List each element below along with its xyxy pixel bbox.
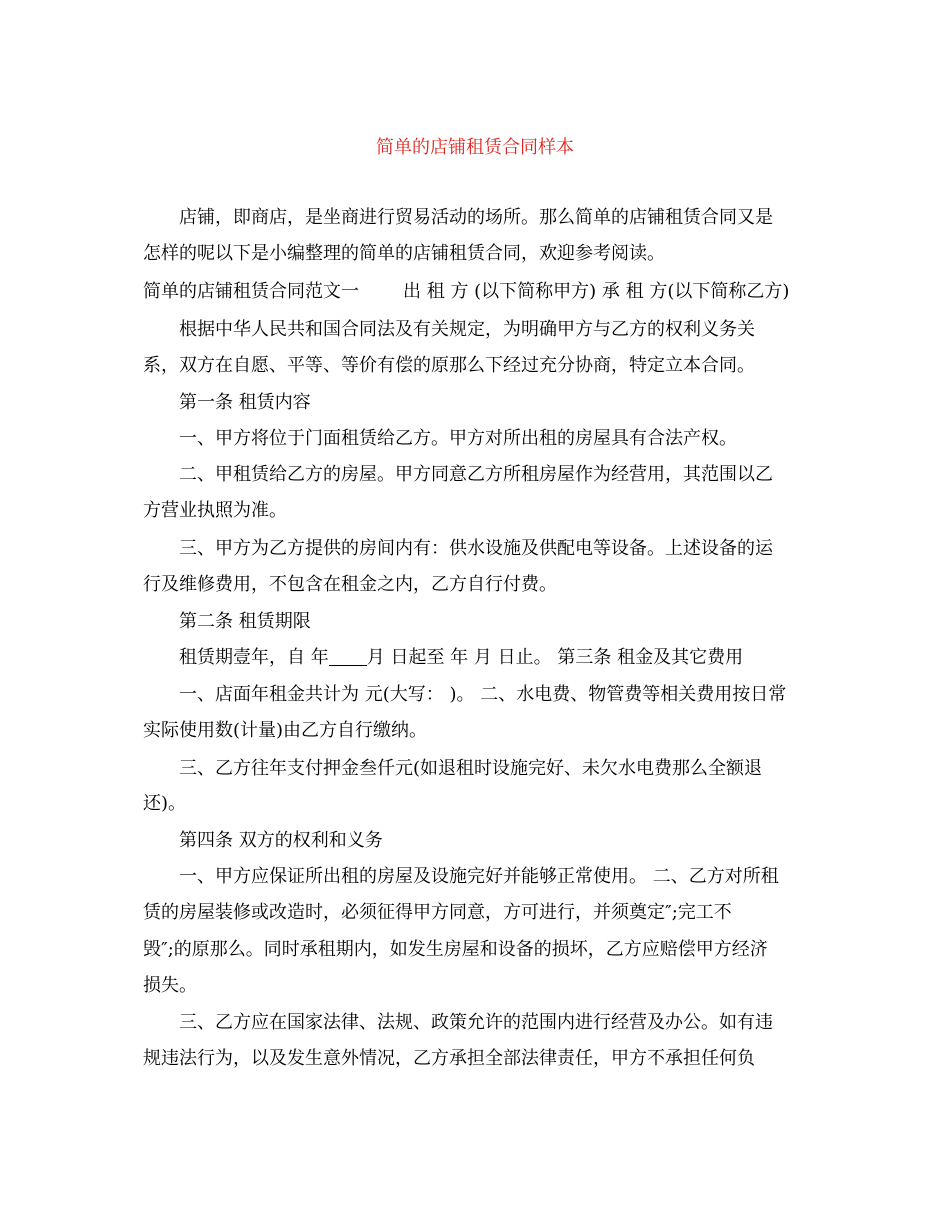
article-3-clause-1-line-1: 一、店面年租金共计为 元(大写： )。 二、水电费、物管费等相关费用按日常 — [179, 684, 787, 705]
fill-blank — [329, 647, 367, 666]
article-2-heading: 第二条 租赁期限 — [179, 611, 311, 632]
intro-line-2: 怎样的呢以下是小编整理的简单的店铺租赁合同，欢迎参考阅读。 — [143, 243, 665, 264]
article-4-clause-3-line-2: 规违法行为，以及发生意外情况，乙方承担全部法律责任，甲方不承担任何负 — [143, 1048, 755, 1069]
article-4-clause-1-line-3: 毁″;的原那么。同时承租期内，如发生房屋和设备的损坏，乙方应赔偿甲方经济 — [143, 939, 768, 960]
article-4-clause-1-line-2: 赁的房屋装修或改造时，必须征得甲方同意，方可进行，并须奠定″;完工不 — [143, 902, 732, 923]
lease-term-line — [179, 644, 743, 672]
article-1-clause-1: 一、甲方将位于门面租赁给乙方。甲方对所出租的房屋具有合法产权。 — [179, 428, 737, 449]
article-4-clause-3-line-1: 三、乙方应在国家法律、法规、政策允许的范围内进行经营及办公。如有违 — [179, 1012, 773, 1033]
lease-term-start: 租赁期壹年，自 年 — [179, 647, 329, 668]
sample-heading: 简单的店铺租赁合同范文一 — [143, 281, 359, 302]
article-1-heading: 第一条 租赁内容 — [179, 392, 311, 413]
article-1-clause-2-line-1: 二、甲租赁给乙方的房屋。甲方同意乙方所租房屋作为经营用，其范围以乙 — [179, 464, 773, 485]
article-3-clause-3-line-1: 三、乙方往年支付押金叁仟元(如退租时设施完好、未欠水电费那么全额退 — [179, 758, 763, 779]
article-3-clause-3-line-2: 还)。 — [143, 793, 187, 814]
intro-line-1: 店铺，即商店，是坐商进行贸易活动的场所。那么简单的店铺租赁合同又是 — [179, 207, 773, 228]
article-4-heading: 第四条 双方的权利和义务 — [179, 830, 383, 851]
article-3-clause-1-line-2: 实际使用数(计量)由乙方自行缴纳。 — [143, 720, 428, 741]
preamble-line-1: 根据中华人民共和国合同法及有关规定，为明确甲方与乙方的权利义务关 — [179, 319, 755, 340]
article-4-clause-1-line-4: 损失。 — [143, 975, 197, 996]
article-1-clause-3-line-1: 三、甲方为乙方提供的房间内有：供水设施及供配电等设备。上述设备的运 — [179, 538, 773, 559]
preamble-line-2: 系，双方在自愿、平等、等价有偿的原那么下经过充分协商，特定立本合同。 — [143, 355, 755, 376]
parties-line: 出 租 方 (以下简称甲方) 承 租 方(以下简称乙方) — [403, 281, 790, 302]
article-1-clause-2-line-2: 方营业执照为准。 — [143, 500, 287, 521]
document-title: 简单的店铺租赁合同样本 — [376, 137, 574, 158]
sample-heading-line — [143, 278, 789, 306]
article-1-clause-3-line-2: 行及维修费用，不包含在租金之内，乙方自行付费。 — [143, 574, 557, 595]
lease-term-end: 月 日起至 年 月 日止。 第三条 租金及其它费用 — [366, 647, 744, 668]
article-4-clause-1-line-1: 一、甲方应保证所出租的房屋及设施完好并能够正常使用。 二、乙方对所租 — [179, 866, 779, 887]
